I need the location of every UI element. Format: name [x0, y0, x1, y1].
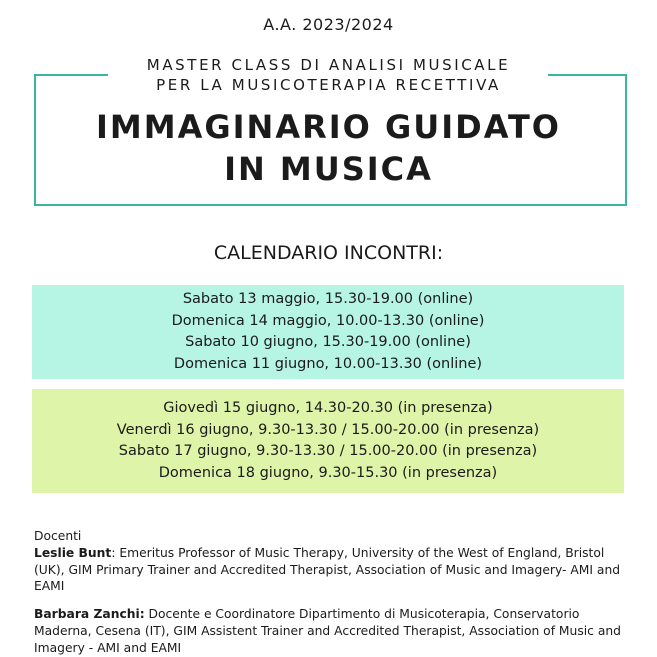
teacher-name: Leslie Bunt — [34, 545, 112, 560]
title-line-2: IN MUSICA — [224, 150, 433, 188]
teacher-entry — [34, 545, 634, 595]
teacher-bio: : Emeritus Professor of Music Therapy, University of the West of England, Bristol (UK), GIM Primary Trainer and Accredited Therapist, Association of Music and Imagery- AMI and EAMI — [34, 545, 621, 594]
teachers-label: Docenti — [34, 529, 82, 543]
session-line: Domenica 11 giugno, 10.00-13.30 (online) — [173, 355, 483, 372]
online-sessions-box — [32, 285, 624, 379]
session-line: Domenica 14 maggio, 10.00-13.30 (online) — [171, 312, 485, 329]
session-line: Sabato 10 giugno, 15.30-19.00 (online) — [185, 334, 471, 350]
in-person-sessions-box — [32, 389, 624, 493]
calendar-heading: CALENDARIO INCONTRI: — [213, 242, 444, 264]
session-line: Venerdì 16 giugno, 9.30-13.30 / 15.00-20.00 (in presenza) — [116, 421, 540, 438]
session-line: Sabato 17 giugno, 9.30-13.30 / 15.00-20.00 (in presenza) — [118, 443, 538, 459]
session-line: Sabato 13 maggio, 15.30-19.00 (online) — [182, 291, 474, 307]
teacher-bio: Docente e Coordinatore Dipartimento di Musicoterapia, Conservatorio Maderna, Cesena (IT), GIM Assistent Trainer and Accredited Therapist, Association of Music and Imagery - AMI and EAMI — [34, 607, 621, 655]
title-line-1: IMMAGINARIO GUIDATO — [96, 108, 561, 146]
academic-year: A.A. 2023/2024 — [263, 15, 394, 34]
subtitle-line-2: PER LA MUSICOTERAPIA RECETTIVA — [156, 76, 501, 94]
teacher-entry — [34, 606, 634, 656]
teachers-section — [34, 528, 634, 657]
session-line: Domenica 18 giugno, 9.30-15.30 (in presenza) — [158, 464, 498, 481]
subtitle-line-1: MASTER CLASS DI ANALISI MUSICALE — [146, 56, 511, 74]
teacher-name: Barbara Zanchi: — [34, 607, 145, 622]
session-line: Giovedì 15 giugno, 14.30-20.30 (in presenza) — [163, 400, 493, 416]
